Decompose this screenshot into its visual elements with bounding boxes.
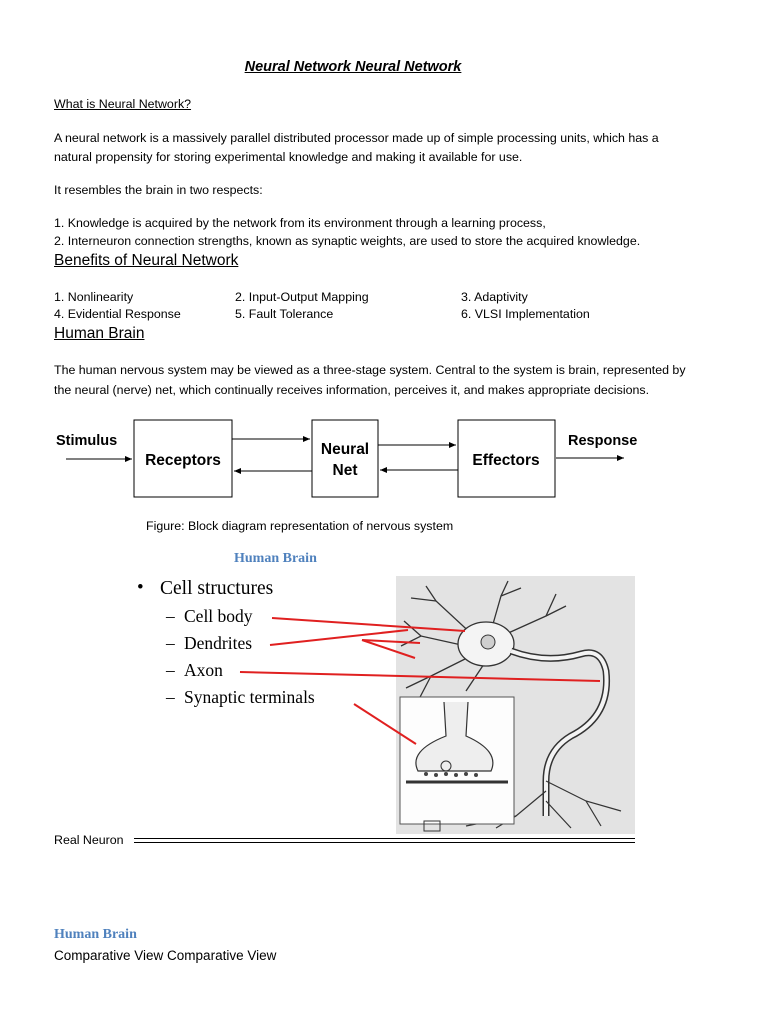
section-heading-what-is: What is Neural Network? (54, 97, 192, 111)
real-neuron-label: Real Neuron (54, 833, 124, 847)
bullet-marker: • (137, 577, 144, 598)
subitem-dendrites: Dendrites (184, 633, 253, 653)
page-title: Neural Network Neural Network (244, 59, 462, 75)
subitem-cell-body: Cell body (184, 606, 253, 626)
respect-item-1: 1. Knowledge is acquired by the network from its environment through a learning process, (54, 216, 546, 230)
divider-line (134, 842, 635, 843)
pointer-line-axon (240, 672, 600, 681)
slide-title: Human Brain (234, 551, 317, 566)
divider-line (134, 838, 635, 839)
pointer-lines (0, 560, 768, 760)
benefit-item: 5. Fault Tolerance (235, 307, 334, 321)
respect-item-2: 2. Interneuron connection strengths, known as synaptic weights, are used to store the acquired knowledge. (54, 234, 641, 248)
pointer-line-cell-body (272, 618, 465, 631)
figure-caption: Figure: Block diagram representation of nervous system (146, 519, 454, 533)
definition-line-2: natural propensity for storing experimental knowledge and making it available for use. (54, 150, 523, 164)
benefit-item: 4. Evidential Response (54, 307, 181, 321)
benefit-item: 6. VLSI Implementation (461, 307, 590, 321)
definition-line-1: A neural network is a massively parallel distributed processor made up of simple processing units, which has a (54, 131, 659, 145)
human-brain-heading: Human Brain (54, 325, 145, 342)
benefit-item: 1. Nonlinearity (54, 290, 134, 304)
cell-structures-bullet: Cell structures (160, 578, 274, 599)
dash-marker: – (166, 687, 175, 707)
benefit-item: 3. Adaptivity (461, 290, 528, 304)
neural-net-label-2: Net (332, 462, 358, 479)
brain-para-line-1: The human nervous system may be viewed as a three-stage system. Central to the system is brain, represented by (54, 363, 686, 377)
footer-heading: Human Brain (54, 927, 137, 942)
neural-net-box (312, 420, 378, 497)
benefit-item: 2. Input-Output Mapping (235, 290, 369, 304)
subitem-axon: Axon (184, 660, 223, 680)
receptors-label: Receptors (145, 452, 221, 469)
dash-marker: – (166, 660, 175, 680)
effectors-label: Effectors (472, 452, 540, 469)
dash-marker: – (166, 606, 175, 626)
pointer-line-dendrite-1 (270, 630, 408, 645)
comparative-view-text: Comparative View Comparative View (54, 948, 277, 963)
stimulus-label: Stimulus (56, 433, 118, 449)
benefits-heading: Benefits of Neural Network (54, 252, 239, 269)
brain-para-line-2: the neural (nerve) net, which continually receives information, perceives it, and makes appropriate decisions. (54, 383, 650, 397)
subitem-synaptic-terminals: Synaptic terminals (184, 687, 315, 707)
pointer-line-synaptic-terminals (354, 704, 416, 744)
neural-net-label-1: Neural (320, 441, 370, 458)
dash-marker: – (166, 633, 175, 653)
response-label: Response (568, 433, 638, 449)
resembles-text: It resembles the brain in two respects: (54, 183, 263, 197)
